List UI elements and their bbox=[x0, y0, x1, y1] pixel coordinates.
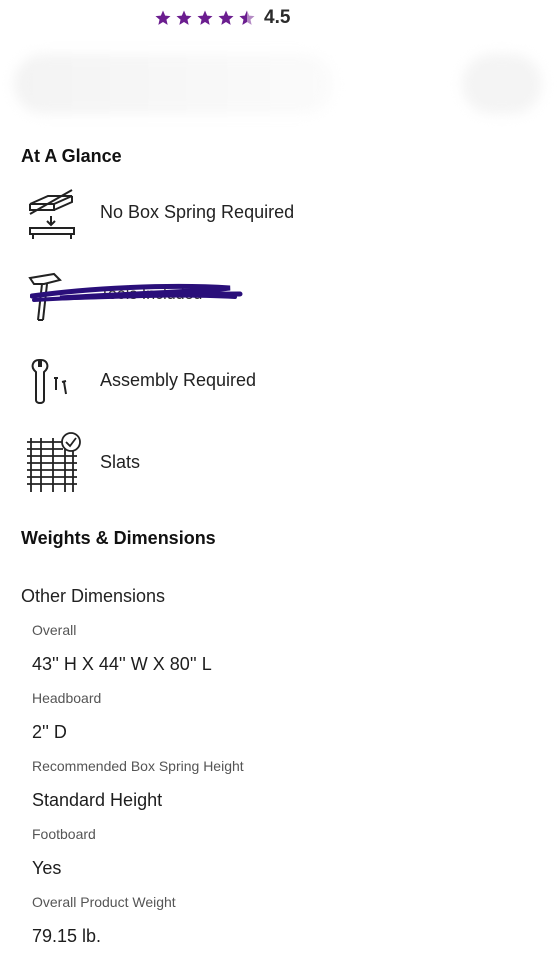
slats-check-icon bbox=[22, 432, 82, 492]
glance-label: No Box Spring Required bbox=[100, 201, 295, 222]
glance-label: Slats bbox=[100, 451, 141, 472]
star-icon bbox=[154, 9, 172, 27]
rating-value: 4.5 bbox=[264, 7, 291, 28]
other-dimensions-subtitle: Other Dimensions bbox=[21, 586, 166, 606]
dimension-value: Yes bbox=[32, 858, 62, 878]
glance-item-slats bbox=[22, 432, 542, 492]
wrench-screws-icon bbox=[22, 350, 82, 410]
dimension-label: Footboard bbox=[32, 826, 96, 842]
redacted-label bbox=[30, 266, 250, 326]
blurred-search-bar bbox=[14, 54, 334, 114]
glance-label: Assembly Required bbox=[100, 369, 257, 390]
dimension-label: Headboard bbox=[32, 690, 102, 706]
dimension-label: Overall Product Weight bbox=[32, 894, 176, 910]
glance-item-assembly bbox=[22, 350, 542, 410]
rating[interactable] bbox=[154, 4, 290, 32]
half-star-icon bbox=[238, 9, 256, 27]
dimension-label: Overall bbox=[32, 622, 77, 638]
dimension-value: Standard Height bbox=[32, 790, 163, 810]
glance-item-tools-included bbox=[22, 266, 542, 326]
no-box-spring-icon bbox=[22, 182, 82, 242]
scribble-redaction bbox=[30, 266, 250, 326]
at-a-glance-title: At A Glance bbox=[21, 146, 122, 166]
glance-item-no-box-spring bbox=[22, 182, 542, 242]
star-icon bbox=[196, 9, 214, 27]
weights-dimensions-title: Weights & Dimensions bbox=[21, 528, 216, 548]
dimension-label: Recommended Box Spring Height bbox=[32, 758, 244, 774]
dimension-value: 2'' D bbox=[32, 722, 67, 742]
glance-label: Tools Included bbox=[100, 286, 203, 303]
star-rating bbox=[154, 9, 256, 27]
blurred-button bbox=[462, 54, 542, 114]
dimension-value: 79.15 lb. bbox=[32, 926, 102, 946]
star-icon bbox=[217, 9, 235, 27]
star-icon bbox=[175, 9, 193, 27]
dimension-value: 43'' H X 44'' W X 80'' L bbox=[32, 654, 212, 674]
